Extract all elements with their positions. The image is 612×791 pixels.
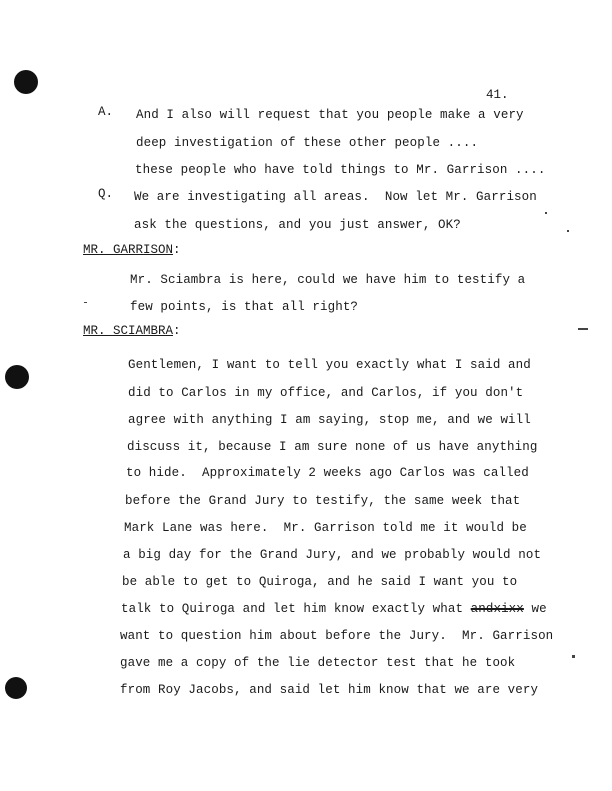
answer-line: these people who have told things to Mr. Garrison ....: [135, 163, 546, 177]
garrison-line: few points, is that all right?: [130, 300, 359, 314]
binder-hole-bottom: [5, 677, 27, 699]
question-line: ask the questions, and you just answer, OK?: [134, 218, 461, 232]
sciambra-line: agree with anything I am saying, stop me, and we will: [128, 413, 531, 427]
sciambra-line-text: talk to Quiroga and let him know exactly what: [121, 602, 464, 616]
scan-speck: [84, 302, 87, 303]
sciambra-line: be able to get to Quiroga, and he said I want you to: [122, 575, 518, 589]
scan-speck: [572, 655, 575, 658]
sciambra-line: Mark Lane was here. Mr. Garrison told me it would be: [124, 521, 527, 535]
sciambra-line: from Roy Jacobs, and said let him know that we are very: [120, 683, 539, 697]
sciambra-line: did to Carlos in my office, and Carlos, if you don't: [128, 386, 524, 400]
sciambra-line-continuation: we: [523, 602, 547, 616]
speaker-sciambra: [83, 324, 181, 338]
speaker-answer: A.: [98, 105, 114, 119]
speaker-garrison: [83, 243, 181, 257]
answer-line: deep investigation of these other people ....: [136, 136, 479, 150]
garrison-line: Mr. Sciambra is here, could we have him to testify a: [130, 273, 526, 287]
struck-word: andxixx: [470, 602, 524, 616]
binder-hole-top: [14, 70, 38, 94]
speaker-sciambra-label: MR. SCIAMBRA: [83, 324, 174, 338]
sciambra-line: Gentlemen, I want to tell you exactly what I said and: [128, 358, 531, 372]
sciambra-line: a big day for the Grand Jury, and we probably would not: [123, 548, 542, 562]
sciambra-line: want to question him about before the Jury. Mr. Garrison: [120, 629, 554, 643]
speaker-question: Q.: [98, 187, 114, 201]
sciambra-line: [121, 602, 547, 616]
sciambra-line: before the Grand Jury to testify, the same week that: [125, 494, 521, 508]
question-line: We are investigating all areas. Now let Mr. Garrison: [134, 190, 537, 204]
sciambra-line: to hide. Approximately 2 weeks ago Carlos was called: [126, 466, 529, 480]
scan-speck: [545, 212, 547, 214]
sciambra-line: discuss it, because I am sure none of us have anything: [127, 440, 538, 454]
speaker-sciambra-colon: :: [173, 324, 181, 338]
binder-hole-middle: [5, 365, 29, 389]
answer-line: And I also will request that you people make a very: [136, 108, 524, 122]
scan-speck: [567, 230, 569, 232]
speaker-garrison-label: MR. GARRISON: [83, 243, 174, 257]
scan-speck: [578, 328, 588, 330]
sciambra-line: gave me a copy of the lie detector test that he took: [120, 656, 516, 670]
page-number: 41.: [486, 88, 509, 102]
speaker-garrison-colon: :: [173, 243, 181, 257]
